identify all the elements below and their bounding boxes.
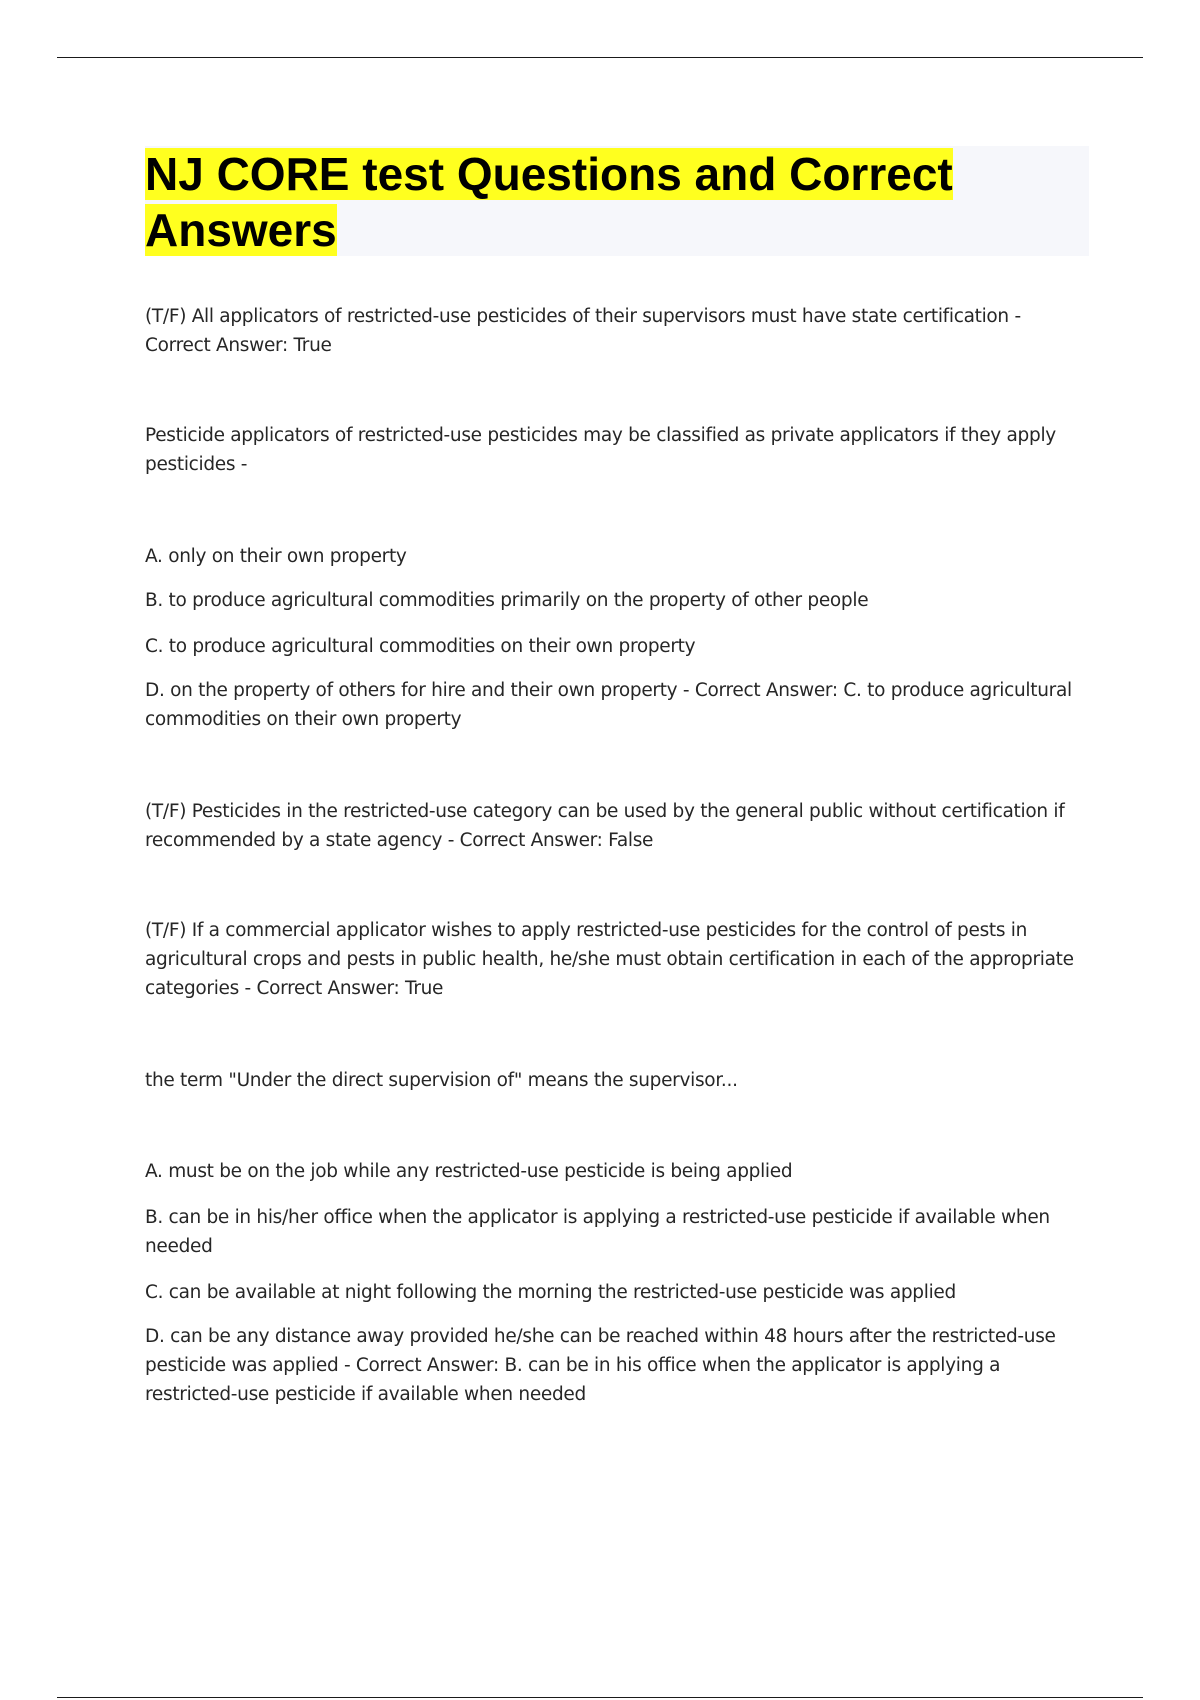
question-5-option-b: B. can be in his/her office when the applicator is applying a restricted-use pesticide if available when needed (145, 1207, 1050, 1257)
page-title (145, 146, 1089, 258)
question-5: the term "Under the direct supervision of" means the supervisor... (145, 1070, 738, 1091)
question-1: (T/F) All applicators of restricted-use pesticides of their supervisors must have state certification - Correct Answer: True (145, 306, 1021, 356)
question-2-option-b: B. to produce agricultural commodities primarily on the property of other people (145, 590, 869, 611)
bottom-rule (57, 1697, 1143, 1698)
question-4: (T/F) If a commercial applicator wishes to apply restricted-use pesticides for the control of pests in agricultural crops and pests in public health, he/she must obtain certification in each of the appropriate categories - Correct Answer: True (145, 920, 1074, 999)
question-2-option-c: C. to produce agricultural commodities on their own property (145, 636, 696, 657)
question-2-option-a: A. only on their own property (145, 546, 407, 567)
question-5-option-d: D. can be any distance away provided he/she can be reached within 48 hours after the restricted-use pesticide was applied - Correct Answer: B. can be in his office when the applicator is applying a restricted-use pesticide if available when needed (145, 1326, 1056, 1405)
question-3: (T/F) Pesticides in the restricted-use category can be used by the general public without certification if recommended by a state agency - Correct Answer: False (145, 801, 1065, 851)
question-2-option-d: D. on the property of others for hire and their own property - Correct Answer: C. to produce agricultural commodities on their own property (145, 680, 1072, 730)
title-highlight: NJ CORE test Questions and Correct Answers (145, 148, 953, 256)
question-5-option-a: A. must be on the job while any restricted-use pesticide is being applied (145, 1161, 793, 1182)
top-rule (57, 57, 1143, 58)
question-2: Pesticide applicators of restricted-use pesticides may be classified as private applicators if they apply pesticides - (145, 425, 1056, 475)
question-5-option-c: C. can be available at night following the morning the restricted-use pesticide was applied (145, 1282, 956, 1303)
